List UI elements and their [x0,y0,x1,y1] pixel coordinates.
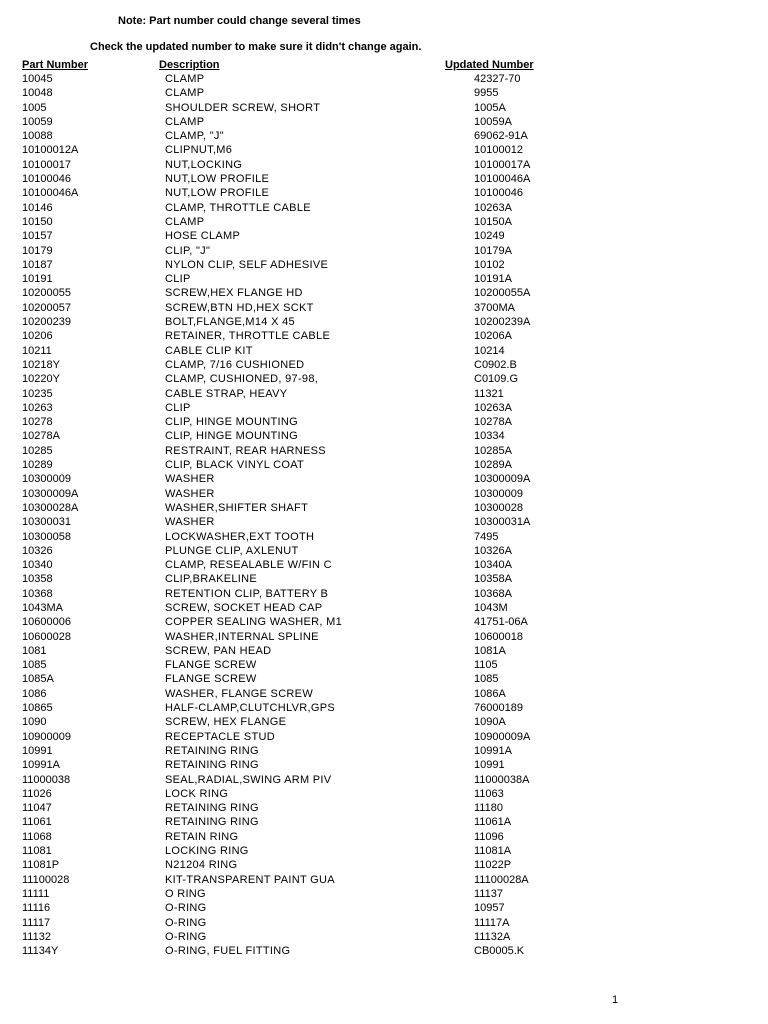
part-number-cell: 1085 [22,659,47,672]
updated-number-cell: 10179A [474,244,512,257]
part-number-cell: 10218Y [22,358,60,371]
updated-number-cell: 10300009 [474,487,523,500]
description-cell: SEAL,RADIAL,SWING ARM PIV [165,773,332,786]
description-cell: CLIPNUT,M6 [165,144,233,157]
part-number-cell: 10235 [22,387,53,400]
part-number-cell: 10220Y [22,373,60,386]
part-number-cell: 11068 [22,830,52,843]
part-number-cell: 10991A [22,759,60,772]
description-cell: RETAINING RING [165,802,259,815]
part-number-cell: 10300009 [22,473,71,486]
description-cell: NUT,LOW PROFILE [165,187,270,200]
updated-number-cell: 10102 [474,258,505,271]
table-row [0,129,768,143]
updated-number-cell: C0902.B [474,358,517,371]
note-line-1: Note: Part number could change several times [118,15,361,27]
updated-number-cell: 11180 [474,802,503,815]
part-number-cell: 10300058 [22,530,71,543]
table-row [0,715,768,729]
description-cell: CLIP [165,273,191,286]
description-cell: WASHER [165,516,215,529]
part-number-cell: 10059 [22,115,53,128]
part-number-cell: 10045 [22,73,53,85]
updated-number-cell: 1043M [474,601,508,614]
description-cell: CLAMP [165,73,205,85]
table-row [0,644,768,658]
description-cell: SCREW,HEX FLANGE HD [165,287,303,300]
description-cell: NYLON CLIP, SELF ADHESIVE [165,258,329,271]
description-cell: CLAMP [165,115,205,128]
table-row [0,72,768,86]
description-cell: HALF-CLAMP,CLUTCHLVR,GPS [165,702,335,715]
updated-number-cell: 1090A [474,716,506,729]
part-number-cell: 11134Y [22,945,59,958]
table-row [0,244,768,258]
updated-number-cell: 11022P [474,859,512,872]
description-cell: CLIP, BLACK VINYL COAT [165,459,305,472]
table-row [0,401,768,415]
table-row [0,286,768,300]
part-number-cell: 10289 [22,459,53,472]
table-row [0,901,768,915]
part-number-cell: 1043MA [22,601,63,614]
table-row [0,801,768,815]
table-row [0,601,768,615]
table-row [0,787,768,801]
part-number-cell: 10865 [22,702,53,715]
part-number-cell: 10157 [22,230,53,243]
table-row [0,587,768,601]
table-row [0,358,768,372]
description-cell: CLAMP, RESEALABLE W/FIN C [165,559,332,572]
page-number: 1 [612,994,619,1006]
updated-number-cell: 42327-70 [474,73,521,85]
description-cell: O-RING [165,902,207,915]
table-row [0,444,768,458]
description-cell: WASHER, FLANGE SCREW [165,687,313,700]
note-line-2: Check the updated number to make sure it didn't change again. [90,41,422,53]
description-cell: WASHER [165,473,215,486]
updated-number-cell: 10957 [474,902,505,915]
updated-number-cell: 1105 [474,659,498,672]
updated-number-cell: C0109.G [474,373,519,386]
table-row [0,215,768,229]
part-number-cell: 1005 [22,101,47,114]
table-row [0,329,768,343]
part-number-cell: 10200239 [22,316,71,329]
description-cell: NUT,LOW PROFILE [165,173,270,186]
updated-number-cell: 10214 [474,344,505,357]
updated-number-cell: 10278A [474,416,512,429]
description-cell: WASHER,SHIFTER SHAFT [165,501,309,514]
table-row [0,143,768,157]
updated-number-cell: 10249 [474,230,505,243]
table-row [0,530,768,544]
updated-number-cell: 10289A [474,459,512,472]
updated-number-cell: 10358A [474,573,512,586]
updated-number-cell: 1086A [474,687,506,700]
table-row [0,515,768,529]
table-row [0,272,768,286]
description-cell: CLIP,BRAKELINE [165,573,258,586]
description-cell: COPPER SEALING WASHER, M1 [165,616,343,629]
updated-number-cell: 76000189 [474,702,523,715]
table-row [0,844,768,858]
table-row [0,558,768,572]
part-number-cell: 11117 [22,916,51,929]
updated-number-cell: 69062-91A [474,130,528,143]
description-cell: SCREW, PAN HEAD [165,644,272,657]
updated-number-cell: 10334 [474,430,505,443]
part-number-cell: 10991 [22,744,53,757]
description-cell: CLAMP, 7/16 CUSHIONED [165,358,305,371]
description-cell: CLAMP, THROTTLE CABLE [165,201,311,214]
table-row [0,630,768,644]
updated-number-cell: 10300031A [474,516,531,529]
part-number-cell: 10278A [22,430,60,443]
description-cell: O-RING [165,916,207,929]
updated-number-cell: 10100017A [474,158,531,171]
part-number-cell: 10200055 [22,287,71,300]
updated-number-cell: 41751-06A [474,616,528,629]
part-number-cell: 10340 [22,559,53,572]
description-cell: RETAINING RING [165,816,259,829]
table-row [0,429,768,443]
description-cell: CLIP, "J" [165,244,211,257]
part-number-cell: 10600006 [22,616,71,629]
table-row [0,544,768,558]
description-cell: FLANGE SCREW [165,659,257,672]
updated-number-cell: 10191A [474,273,512,286]
description-cell: N21204 RING [165,859,238,872]
part-number-cell: 10211 [22,344,52,357]
updated-number-cell: 11063 [474,787,504,800]
description-cell: CLAMP, "J" [165,130,224,143]
description-cell: LOCK RING [165,787,229,800]
updated-number-cell: 10100012 [474,144,523,157]
description-cell: CABLE STRAP, HEAVY [165,387,288,400]
part-number-cell: 11000038 [22,773,71,786]
table-row [0,873,768,887]
description-cell: WASHER [165,487,215,500]
updated-number-cell: 10263A [474,401,512,414]
updated-number-cell: 10900009A [474,730,531,743]
part-number-cell: 10300028A [22,501,79,514]
updated-number-cell: 11000038A [474,773,530,786]
description-cell: WASHER,INTERNAL SPLINE [165,630,319,643]
updated-number-cell: 10600018 [474,630,523,643]
table-row [0,730,768,744]
table-row [0,172,768,186]
description-cell: FLANGE SCREW [165,673,257,686]
updated-number-cell: 10991 [474,759,505,772]
table-row [0,372,768,386]
part-number-cell: 10191 [22,273,53,286]
description-cell: LOCKING RING [165,845,249,858]
part-number-cell: 10200057 [22,301,71,314]
part-number-cell: 10368 [22,587,53,600]
table-row [0,687,768,701]
table-row [0,572,768,586]
updated-number-cell: 11137 [474,887,503,900]
updated-number-cell: 11096 [474,830,504,843]
table-row [0,830,768,844]
updated-number-cell: 9955 [474,87,499,100]
part-number-cell: 10358 [22,573,53,586]
table-row [0,301,768,315]
part-number-cell: 10179 [22,244,53,257]
part-number-cell: 11100028 [22,873,70,886]
description-cell: CLIP, HINGE MOUNTING [165,430,298,443]
description-cell: CLAMP [165,87,205,100]
updated-number-cell: 1005A [474,101,506,114]
table-row [0,773,768,787]
description-cell: CLIP, HINGE MOUNTING [165,416,298,429]
part-number-cell: 10146 [22,201,53,214]
description-cell: RESTRAINT, REAR HARNESS [165,444,326,457]
table-row [0,672,768,686]
description-cell: HOSE CLAMP [165,230,241,243]
part-number-cell: 11081P [22,859,60,872]
description-cell: CLAMP [165,215,205,228]
description-cell: CABLE CLIP KIT [165,344,253,357]
table-row [0,387,768,401]
part-number-cell: 10088 [22,130,53,143]
description-cell: KIT-TRANSPARENT PAINT GUA [165,873,335,886]
updated-number-cell: 10100046A [474,173,531,186]
table-row [0,701,768,715]
table-row [0,944,768,958]
table-row [0,458,768,472]
updated-number-cell: 1085 [474,673,499,686]
table-row [0,186,768,200]
updated-number-cell: 11081A [474,845,512,858]
updated-number-cell: 10206A [474,330,512,343]
updated-number-cell: 10300028 [474,501,523,514]
table-row [0,201,768,215]
table-row [0,315,768,329]
table-row [0,472,768,486]
description-cell: CLIP [165,401,191,414]
updated-number-cell: 11061A [474,816,512,829]
updated-number-cell: 10340A [474,559,512,572]
description-cell: SCREW, SOCKET HEAD CAP [165,601,323,614]
description-cell: O-RING [165,930,207,943]
header-part-number: Part Number [22,59,89,71]
part-number-cell: 1086 [22,687,47,700]
part-number-cell: 10206 [22,330,53,343]
part-number-cell: 10100046A [22,187,79,200]
description-cell: BOLT,FLANGE,M14 X 45 [165,316,295,329]
table-row [0,86,768,100]
updated-number-cell: 10100046 [474,187,523,200]
table-row [0,501,768,515]
description-cell: CLAMP, CUSHIONED, 97-98, [165,373,319,386]
part-number-cell: 10278 [22,416,53,429]
description-cell: O RING [165,887,206,900]
updated-number-cell: 10300009A [474,473,531,486]
description-cell: O-RING, FUEL FITTING [165,945,291,958]
parts-table [0,72,768,958]
updated-number-cell: 11117A [474,916,510,929]
table-row [0,744,768,758]
updated-number-cell: 10285A [474,444,512,457]
part-number-cell: 1085A [22,673,54,686]
part-number-cell: 11081 [22,845,52,858]
description-cell: SHOULDER SCREW, SHORT [165,101,321,114]
updated-number-cell: 10059A [474,115,512,128]
description-cell: RECEPTACLE STUD [165,730,276,743]
table-row [0,858,768,872]
updated-number-cell: 11100028A [474,873,529,886]
part-number-cell: 10263 [22,401,53,414]
table-row [0,158,768,172]
updated-number-cell: 10991A [474,744,512,757]
part-number-cell: 11132 [22,930,51,943]
table-row [0,930,768,944]
part-number-cell: 11111 [22,887,50,900]
table-row [0,758,768,772]
description-cell: NUT,LOCKING [165,158,243,171]
part-number-cell: 10900009 [22,730,71,743]
description-cell: SCREW,BTN HD,HEX SCKT [165,301,314,314]
part-number-cell: 10300009A [22,487,79,500]
table-row [0,887,768,901]
description-cell: RETAINER, THROTTLE CABLE [165,330,331,343]
table-row [0,916,768,930]
part-number-cell: 1081 [22,644,47,657]
part-number-cell: 10100046 [22,173,71,186]
updated-number-cell: 10150A [474,215,512,228]
part-number-cell: 10285 [22,444,53,457]
table-row [0,101,768,115]
part-number-cell: 10300031 [22,516,71,529]
updated-number-cell: 10368A [474,587,512,600]
table-row [0,615,768,629]
header-updated-number: Updated Number [445,59,534,71]
table-row [0,415,768,429]
description-cell: RETAIN RING [165,830,239,843]
part-number-cell: 11047 [22,802,52,815]
part-number-cell: 11026 [22,787,52,800]
table-row [0,658,768,672]
table-row [0,344,768,358]
updated-number-cell: 11321 [474,387,504,400]
part-number-cell: 10187 [22,258,53,271]
table-row [0,815,768,829]
description-cell: LOCKWASHER,EXT TOOTH [165,530,315,543]
part-number-cell: 10048 [22,87,53,100]
updated-number-cell: CB0005.K [474,945,525,958]
header-description: Description [159,59,220,71]
description-cell: RETAINING RING [165,744,259,757]
table-row [0,487,768,501]
table-row [0,229,768,243]
part-number-cell: 10100012A [22,144,79,157]
part-number-cell: 11116 [22,902,51,915]
updated-number-cell: 10200239A [474,316,531,329]
updated-number-cell: 10200055A [474,287,531,300]
part-number-cell: 1090 [22,716,47,729]
updated-number-cell: 10263A [474,201,512,214]
description-cell: PLUNGE CLIP, AXLENUT [165,544,299,557]
part-number-cell: 10326 [22,544,53,557]
description-cell: RETAINING RING [165,759,259,772]
part-number-cell: 10100017 [22,158,71,171]
updated-number-cell: 1081A [474,644,506,657]
updated-number-cell: 3700MA [474,301,515,314]
part-number-cell: 10150 [22,215,53,228]
part-number-cell: 10600028 [22,630,71,643]
part-number-cell: 11061 [22,816,52,829]
updated-number-cell: 11132A [474,930,511,943]
updated-number-cell: 7495 [474,530,499,543]
table-row [0,115,768,129]
description-cell: RETENTION CLIP, BATTERY B [165,587,329,600]
description-cell: SCREW, HEX FLANGE [165,716,287,729]
table-row [0,258,768,272]
updated-number-cell: 10326A [474,544,512,557]
